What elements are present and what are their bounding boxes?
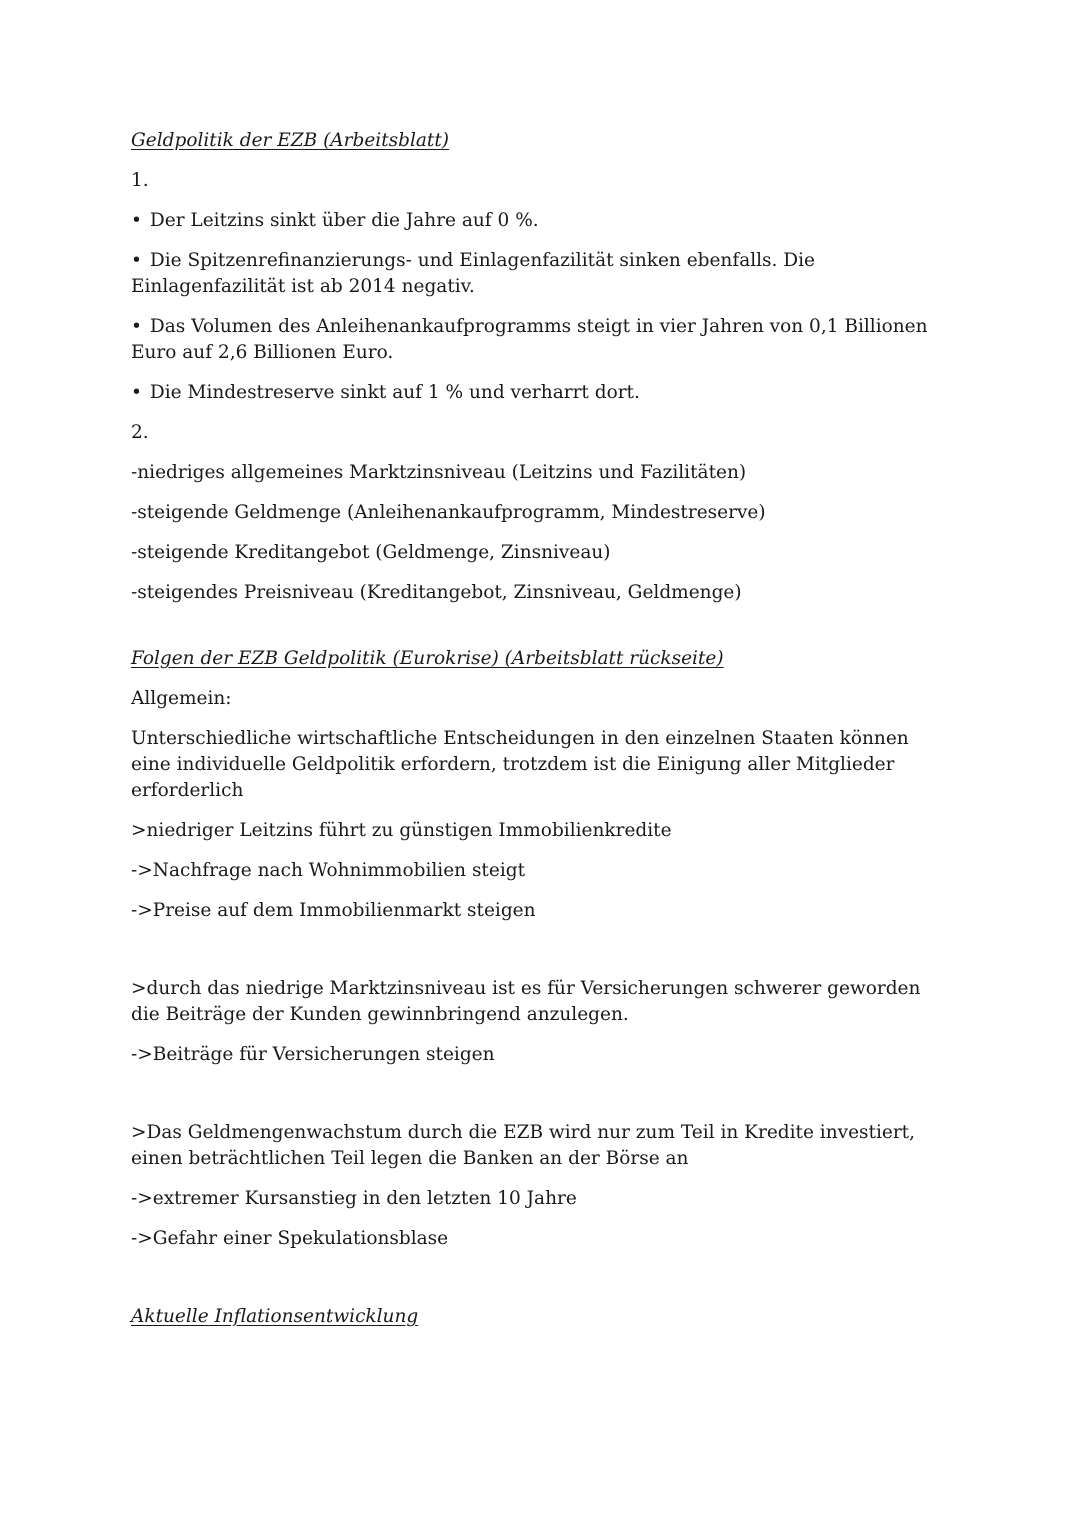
general-label: Allgemein: <box>131 688 232 709</box>
point-item: -steigende Geldmenge (Anleihenankaufprogramm, Mindestreserve) <box>131 502 766 523</box>
point-item: -steigende Kreditangebot (Geldmenge, Zinsniveau) <box>131 542 611 563</box>
bullet-item: • Die Spitzenrefinanzierungs- und Einlagenfazilität sinken ebenfalls. Die Einlagenfazilität ist ab 2014 negativ. <box>131 248 951 300</box>
consequence-line: >durch das niedrige Marktzinsniveau ist es für Versicherungen schwerer geworden die Beiträge der Kunden gewinnbringend anzulegen. <box>131 978 921 1025</box>
consequence-line: >Das Geldmengenwachstum durch die EZB wird nur zum Teil in Kredite investiert, einen beträchtlichen Teil legen die Banken an der Börse an <box>131 1122 915 1169</box>
consequence-line: ->Nachfrage nach Wohnimmobilien steigt <box>131 860 526 881</box>
point-item: -niedriges allgemeines Marktzinsniveau (Leitzins und Fazilitäten) <box>131 462 747 483</box>
consequence-line: ->Gefahr einer Spekulationsblase <box>131 1228 449 1249</box>
consequence-line: ->Beiträge für Versicherungen steigen <box>131 1044 495 1065</box>
heading-geldpolitik: Geldpolitik der EZB (Arbeitsblatt) <box>131 130 450 151</box>
heading-inflation: Aktuelle Inflationsentwicklung <box>131 1306 419 1327</box>
consequence-line: ->extremer Kursanstieg in den letzten 10 Jahre <box>131 1188 577 1209</box>
item-number-1: 1. <box>131 170 149 191</box>
general-text: Unterschiedliche wirtschaftliche Entscheidungen in den einzelnen Staaten können eine individuelle Geldpolitik erfordern, trotzdem ist die Einigung aller Mitglieder erforderlich <box>131 728 909 801</box>
bullet-item: • Das Volumen des Anleihenankaufprogramms steigt in vier Jahren von 0,1 Billionen Euro auf 2,6 Billionen Euro. <box>131 314 951 366</box>
item-number-2: 2. <box>131 422 149 443</box>
bullet-item: • Der Leitzins sinkt über die Jahre auf 0 %. <box>131 208 951 234</box>
bullet-item: • Die Mindestreserve sinkt auf 1 % und verharrt dort. <box>131 380 951 406</box>
heading-folgen: Folgen der EZB Geldpolitik (Eurokrise) (Arbeitsblatt rückseite) <box>131 648 724 669</box>
document-page <box>131 128 951 1344</box>
consequence-line: >niedriger Leitzins führt zu günstigen Immobilienkredite <box>131 820 672 841</box>
point-item: -steigendes Preisniveau (Kreditangebot, Zinsniveau, Geldmenge) <box>131 582 742 603</box>
consequence-line: ->Preise auf dem Immobilienmarkt steigen <box>131 900 536 921</box>
